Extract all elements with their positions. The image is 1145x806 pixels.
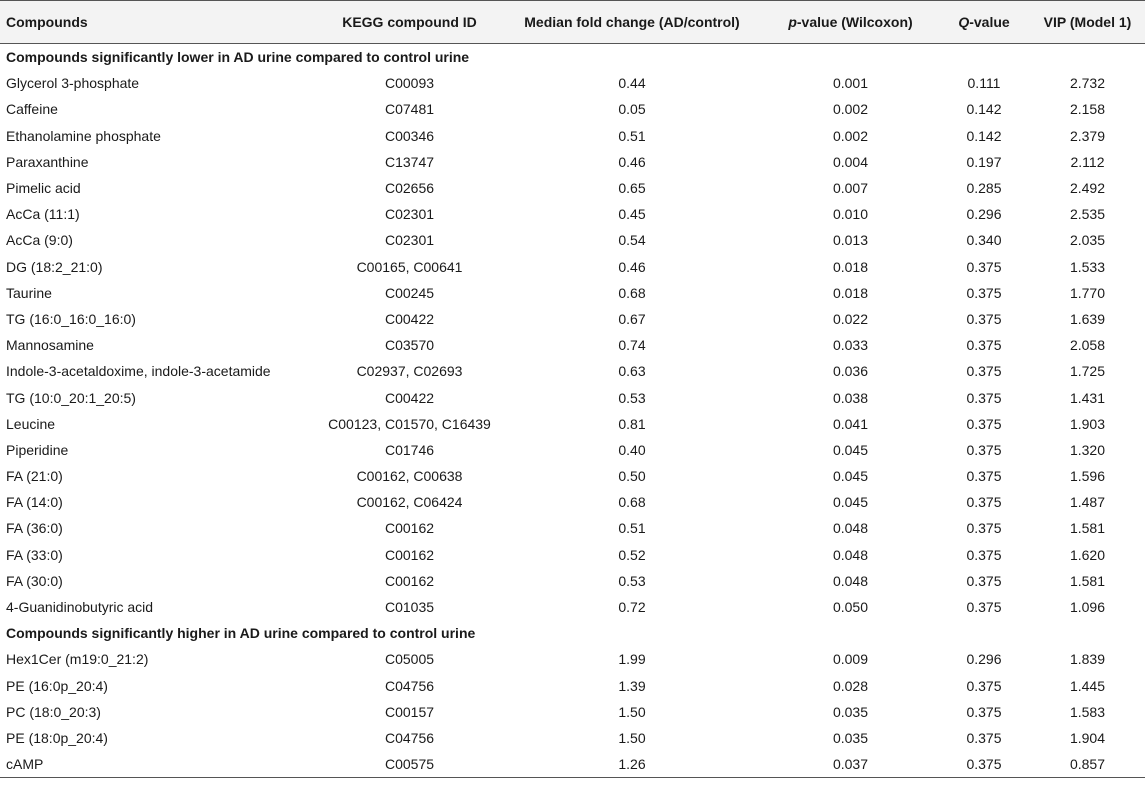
header-compounds: Compounds: [0, 1, 318, 44]
cell-vip: 2.058: [1069, 337, 1106, 354]
cell-fold-change: 0.51: [618, 520, 646, 537]
cell-fold-change: 0.68: [618, 284, 646, 301]
cell-fold-change: 0.74: [618, 337, 646, 354]
cell-p-value: 0.001: [832, 75, 869, 92]
cell-q-value: 0.375: [966, 441, 1002, 458]
cell-p-value: 0.048: [832, 572, 869, 589]
cell-kegg-id: C00162: [384, 572, 435, 589]
cell-q-value: 0.375: [966, 258, 1002, 275]
cell-compound: FA (30:0): [6, 572, 63, 589]
cell-kegg-id: C04756: [384, 729, 435, 746]
cell-p-value: 0.033: [832, 337, 869, 354]
header-p-value: [763, 1, 938, 44]
table-row: [0, 542, 1145, 568]
cell-vip: 1.533: [1069, 258, 1106, 275]
cell-q-value: 0.197: [966, 153, 1002, 170]
cell-fold-change: 0.68: [618, 494, 646, 511]
cell-fold-change: 0.40: [618, 441, 646, 458]
cell-p-value: 0.028: [832, 677, 869, 694]
cell-p-value: 0.010: [832, 206, 869, 223]
table-row: [0, 227, 1145, 253]
cell-compound: Leucine: [6, 415, 56, 432]
cell-vip: 1.839: [1069, 651, 1106, 668]
cell-q-value: 0.111: [967, 75, 1001, 92]
cell-compound: Hex1Cer (m19:0_21:2): [6, 651, 149, 668]
cell-vip: 1.596: [1069, 468, 1106, 485]
table-row: [0, 358, 1145, 384]
cell-p-value: 0.018: [832, 258, 869, 275]
cell-compound: Glycerol 3-phosphate: [6, 75, 140, 92]
table-row: [0, 96, 1145, 122]
table-row: [0, 70, 1145, 96]
cell-kegg-id: C02937, C02693: [356, 363, 463, 380]
table-row: [0, 306, 1145, 332]
cell-p-value: 0.037: [763, 751, 938, 778]
cell-vip: 1.581: [1069, 520, 1106, 537]
cell-p-value: 0.045: [832, 494, 869, 511]
cell-kegg-id: C05005: [384, 651, 435, 668]
cell-p-value: 0.018: [832, 284, 869, 301]
cell-kegg-id: C00575: [318, 751, 501, 778]
header-p-rest: -value (Wilcoxon): [796, 14, 913, 30]
header-q-italic: Q: [958, 14, 970, 30]
cell-compound: AcCa (9:0): [6, 232, 73, 249]
table-row: [0, 201, 1145, 227]
cell-vip: 0.857: [1030, 751, 1145, 778]
cell-fold-change: 1.50: [618, 729, 646, 746]
cell-compound: 4-Guanidinobutyric acid: [6, 599, 154, 616]
cell-vip: 1.725: [1069, 363, 1106, 380]
cell-fold-change: 0.44: [618, 75, 646, 92]
cell-compound: FA (14:0): [6, 494, 63, 511]
cell-q-value: 0.285: [966, 180, 1002, 197]
cell-vip: 2.535: [1069, 206, 1106, 223]
table-row: [0, 751, 1145, 778]
cell-kegg-id: C00162: [384, 520, 435, 537]
cell-q-value: 0.142: [966, 101, 1002, 118]
cell-vip: 1.487: [1069, 494, 1106, 511]
cell-compound: DG (18:2_21:0): [6, 258, 103, 275]
table-row: [0, 725, 1145, 751]
cell-vip: 1.770: [1069, 284, 1106, 301]
table-row: [0, 175, 1145, 201]
cell-fold-change: 0.52: [618, 546, 646, 563]
table-row: [0, 437, 1145, 463]
cell-vip: 2.158: [1069, 101, 1106, 118]
table-row: [0, 411, 1145, 437]
header-q-value: [938, 1, 1030, 44]
header-fold-change: Median fold change (AD/control): [501, 1, 763, 44]
cell-q-value: 0.296: [966, 651, 1002, 668]
cell-fold-change: 0.81: [618, 415, 646, 432]
cell-p-value: 0.035: [832, 703, 869, 720]
cell-kegg-id: C00157: [384, 703, 435, 720]
cell-kegg-id: C02301: [384, 206, 435, 223]
cell-q-value: 0.375: [966, 599, 1002, 616]
header-vip: VIP (Model 1): [1030, 1, 1145, 44]
cell-compound: Mannosamine: [6, 337, 94, 354]
table-row: [0, 568, 1145, 594]
cell-p-value: 0.048: [832, 546, 869, 563]
cell-fold-change: 0.51: [618, 127, 646, 144]
table-row: [0, 254, 1145, 280]
cell-vip: 1.904: [1069, 729, 1106, 746]
header-kegg-id: KEGG compound ID: [318, 1, 501, 44]
cell-vip: 1.096: [1069, 599, 1106, 616]
cell-p-value: 0.009: [832, 651, 869, 668]
cell-compound: TG (10:0_20:1_20:5): [6, 389, 136, 406]
cell-fold-change: 0.53: [618, 572, 646, 589]
header-p-italic: p: [788, 14, 797, 30]
cell-compound: Pimelic acid: [6, 180, 81, 197]
cell-fold-change: 1.50: [618, 703, 646, 720]
table-row: [0, 673, 1145, 699]
cell-compound: Caffeine: [6, 101, 58, 118]
cell-q-value: 0.375: [966, 415, 1002, 432]
cell-p-value: 0.013: [832, 232, 869, 249]
cell-kegg-id: C04756: [384, 677, 435, 694]
cell-compound: AcCa (11:1): [6, 206, 80, 223]
cell-kegg-id: C00165, C00641: [356, 258, 463, 275]
cell-compound: PE (16:0p_20:4): [6, 677, 108, 694]
cell-vip: 2.492: [1069, 180, 1106, 197]
cell-q-value: 0.375: [938, 751, 1030, 778]
cell-compound: PC (18:0_20:3): [6, 703, 101, 720]
cell-vip: 2.112: [1070, 153, 1105, 170]
cell-compound: FA (21:0): [6, 468, 63, 485]
cell-p-value: 0.050: [832, 599, 869, 616]
header-row: [0, 1, 1145, 44]
cell-kegg-id: C00346: [384, 127, 435, 144]
cell-fold-change: 0.54: [618, 232, 646, 249]
cell-q-value: 0.375: [966, 363, 1002, 380]
cell-fold-change: 1.26: [501, 751, 763, 778]
cell-p-value: 0.035: [832, 729, 869, 746]
cell-q-value: 0.142: [966, 127, 1002, 144]
cell-kegg-id: C00123, C01570, C16439: [328, 415, 491, 432]
table-row: [0, 489, 1145, 515]
cell-p-value: 0.036: [832, 363, 869, 380]
cell-kegg-id: C03570: [384, 337, 435, 354]
cell-fold-change: 0.63: [618, 363, 646, 380]
cell-p-value: 0.022: [832, 310, 869, 327]
cell-q-value: 0.375: [966, 677, 1002, 694]
cell-p-value: 0.038: [832, 389, 869, 406]
cell-vip: 2.732: [1069, 75, 1106, 92]
cell-kegg-id: C01035: [384, 599, 435, 616]
cell-q-value: 0.340: [966, 232, 1002, 249]
cell-vip: 1.620: [1069, 546, 1106, 563]
cell-compound: Ethanolamine phosphate: [6, 127, 161, 144]
cell-compound: Indole-3-acetaldoxime, indole-3-acetamide: [6, 363, 271, 380]
table-row: [0, 149, 1145, 175]
section-header-row: [0, 44, 1145, 71]
table-row: [0, 332, 1145, 358]
cell-q-value: 0.375: [966, 520, 1002, 537]
cell-fold-change: 0.46: [618, 153, 646, 170]
cell-kegg-id: C00422: [384, 310, 435, 327]
cell-vip: 2.379: [1069, 127, 1106, 144]
section-title: Compounds significantly higher in AD urine compared to control urine: [6, 625, 476, 642]
cell-q-value: 0.375: [966, 729, 1002, 746]
cell-q-value: 0.375: [966, 284, 1002, 301]
cell-vip: 1.320: [1069, 441, 1106, 458]
table-row: [0, 384, 1145, 410]
cell-fold-change: 0.65: [618, 180, 646, 197]
cell-vip: 1.903: [1069, 415, 1106, 432]
cell-p-value: 0.041: [832, 415, 869, 432]
cell-vip: 1.581: [1069, 572, 1106, 589]
cell-fold-change: 1.99: [618, 651, 646, 668]
cell-p-value: 0.045: [832, 441, 869, 458]
cell-kegg-id: C00162, C00638: [356, 468, 463, 485]
cell-q-value: 0.375: [966, 494, 1002, 511]
cell-vip: 1.431: [1069, 389, 1106, 406]
cell-kegg-id: C00162, C06424: [356, 494, 463, 511]
table-row: [0, 594, 1145, 620]
cell-kegg-id: C07481: [384, 101, 435, 118]
cell-fold-change: 0.53: [618, 389, 646, 406]
cell-fold-change: 0.45: [618, 206, 646, 223]
section-title: Compounds significantly lower in AD urine compared to control urine: [6, 49, 470, 66]
table-body: [0, 44, 1145, 778]
table-row: [0, 515, 1145, 541]
table-header: [0, 1, 1145, 44]
cell-kegg-id: C00093: [384, 75, 435, 92]
cell-vip: 2.035: [1069, 232, 1106, 249]
cell-q-value: 0.375: [966, 703, 1002, 720]
cell-fold-change: 0.46: [618, 258, 646, 275]
cell-fold-change: 0.72: [618, 599, 646, 616]
table-row: [0, 123, 1145, 149]
cell-q-value: 0.375: [966, 468, 1002, 485]
cell-p-value: 0.007: [832, 180, 869, 197]
cell-q-value: 0.375: [966, 389, 1002, 406]
cell-compound: FA (33:0): [6, 546, 63, 563]
cell-kegg-id: C02656: [384, 180, 435, 197]
table-row: [0, 699, 1145, 725]
cell-q-value: 0.375: [966, 310, 1002, 327]
cell-p-value: 0.002: [832, 101, 869, 118]
cell-p-value: 0.045: [832, 468, 869, 485]
cell-compound: Piperidine: [6, 441, 69, 458]
cell-compound: Taurine: [6, 284, 52, 301]
cell-kegg-id: C00422: [384, 389, 435, 406]
cell-p-value: 0.002: [832, 127, 869, 144]
cell-q-value: 0.375: [966, 546, 1002, 563]
cell-kegg-id: C01746: [384, 441, 435, 458]
cell-vip: 1.583: [1069, 703, 1106, 720]
section-header-row: [0, 620, 1145, 646]
cell-compound: cAMP: [0, 751, 318, 778]
cell-kegg-id: C00162: [384, 546, 435, 563]
cell-vip: 1.445: [1069, 677, 1106, 694]
cell-kegg-id: C02301: [384, 232, 435, 249]
cell-compound: Paraxanthine: [6, 153, 89, 170]
cell-fold-change: 0.67: [618, 310, 646, 327]
cell-kegg-id: C00245: [384, 284, 435, 301]
cell-kegg-id: C13747: [384, 153, 435, 170]
table-row: [0, 280, 1145, 306]
cell-compound: PE (18:0p_20:4): [6, 729, 108, 746]
table-row: [0, 646, 1145, 672]
cell-fold-change: 1.39: [618, 677, 646, 694]
cell-compound: TG (16:0_16:0_16:0): [6, 310, 136, 327]
cell-q-value: 0.375: [966, 337, 1002, 354]
cell-fold-change: 0.05: [618, 101, 646, 118]
cell-q-value: 0.375: [966, 572, 1002, 589]
table-row: [0, 463, 1145, 489]
cell-compound: FA (36:0): [6, 520, 63, 537]
cell-q-value: 0.296: [966, 206, 1002, 223]
cell-fold-change: 0.50: [618, 468, 646, 485]
header-q-rest: -value: [969, 14, 1010, 30]
cell-vip: 1.639: [1069, 310, 1106, 327]
cell-p-value: 0.004: [832, 153, 869, 170]
cell-p-value: 0.048: [832, 520, 869, 537]
